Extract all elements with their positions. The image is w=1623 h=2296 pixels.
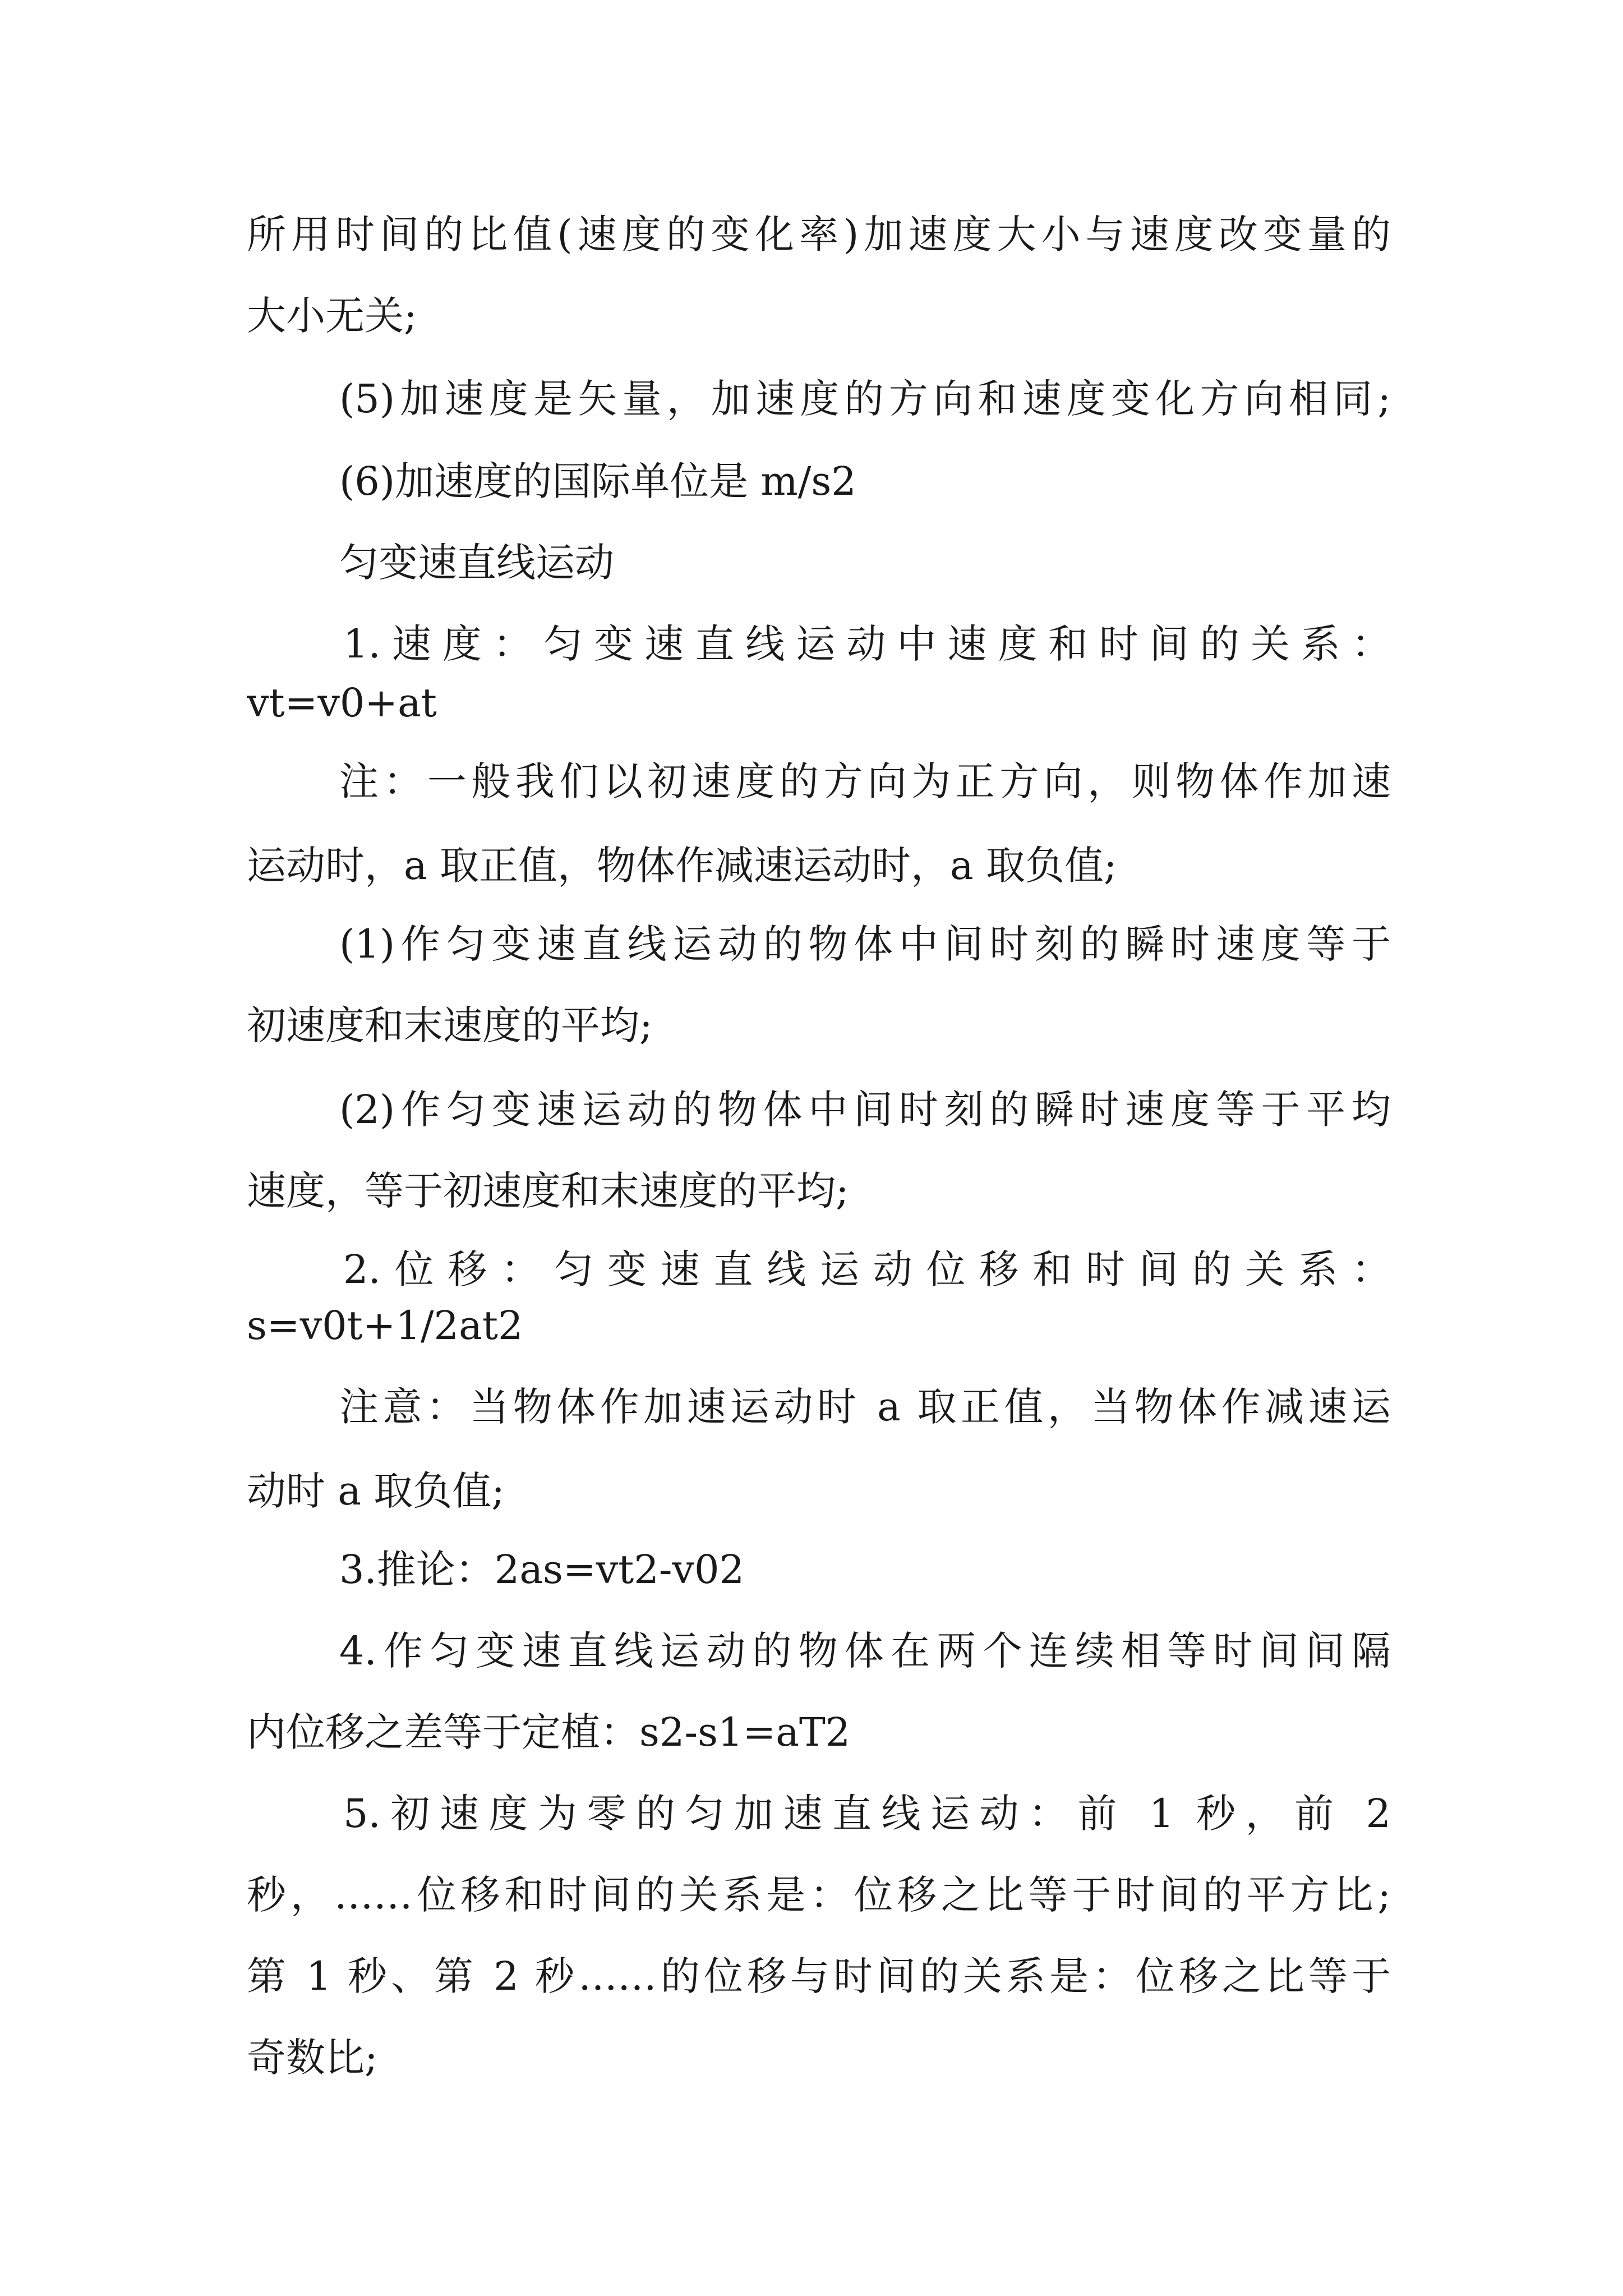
text-line: 奇数比; — [247, 2035, 378, 2081]
text-line: 初速度和末速度的平均; — [247, 1002, 653, 1048]
text-line: 2.位移：匀变速直线运动位移和时间的关系： — [343, 1246, 1391, 1292]
text-line: 第 1 秒、第 2 秒……的位移与时间的关系是：位移之比等于 — [247, 1953, 1391, 1999]
text-line: (1)作匀变速直线运动的物体中间时刻的瞬时速度等于 — [339, 921, 1391, 967]
text-line: 4.作匀变速直线运动的物体在两个连续相等时间间隔 — [339, 1628, 1391, 1674]
text-line: (6)加速度的国际单位是 m/s2 — [339, 458, 856, 504]
text-line: 动时 a 取负值; — [247, 1468, 505, 1514]
section-heading: 匀变速直线运动 — [339, 540, 614, 586]
text-line: 所用时间的比值(速度的变化率)加速度大小与速度改变量的 — [247, 211, 1391, 257]
text-line: 注意：当物体作加速运动时 a 取正值，当物体作减速运 — [339, 1384, 1391, 1430]
text-line: 秒，……位移和时间的关系是：位移之比等于时间的平方比; — [247, 1872, 1391, 1918]
text-line: 注：一般我们以初速度的方向为正方向，则物体作加速 — [339, 758, 1391, 804]
text-line: 运动时，a 取正值，物体作减速运动时，a 取负值; — [247, 843, 1117, 889]
formula-line: vt=v0+at — [247, 680, 437, 726]
text-line: 1.速度：匀变速直线运动中速度和时间的关系： — [343, 621, 1391, 667]
text-line: 速度，等于初速度和末速度的平均; — [247, 1168, 849, 1214]
text-line: (5)加速度是矢量，加速度的方向和速度变化方向相同; — [339, 376, 1391, 422]
text-line: 大小无关; — [247, 293, 417, 339]
text-line: 5.初速度为零的匀加速直线运动：前 1 秒，前 2 — [343, 1791, 1391, 1837]
formula-line: s=v0t+1/2at2 — [247, 1303, 523, 1349]
text-line: 内位移之差等于定植：s2-s1=aT2 — [247, 1709, 851, 1755]
text-line: (2)作匀变速运动的物体中间时刻的瞬时速度等于平均 — [339, 1087, 1391, 1133]
formula-line: 3.推论：2as=vt2-v02 — [339, 1547, 745, 1593]
